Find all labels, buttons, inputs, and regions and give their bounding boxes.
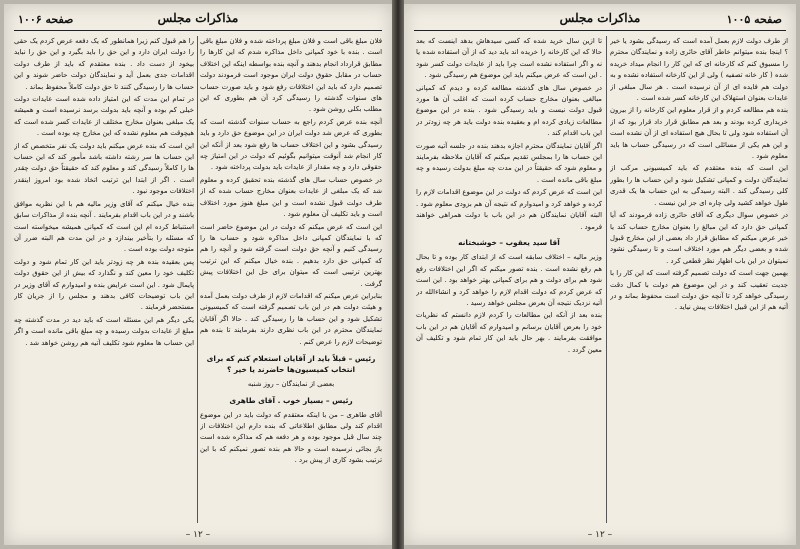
paragraph: در تمام این مدت که این امتیاز داده شده است عایدات دولت خیلی کم بوده و آنچه باید بدولت برسد نرسیده است و همیشه یک مبلغی بعنوان مخارج مختلف از عایدات کسر شده است که هیچوقت هم معلوم نشده که این مخارج چه بوده است . [14,95,194,138]
paragraph: بنابراین عرض میکنم که اقدامات لازم از طرف دولت بعمل آمده و هیئت دولت هم در این باب تصمیم گرفته است که کمیسیونی تشکیل شود و این حساب ها را رسیدگی کند . حالا اگر آقایان نمایندگان محترم در این باب نظری دارند بفرمایند تا بنده هم توضیحات لازم را عرض کنم . [200,291,382,346]
right-page-column-right [610,36,788,523]
response-line: بعضی از نمایندگان – روز شنبه [247,379,335,388]
paragraph: در خصوص سوال دیگری که آقای حائری زاده فرمودند که آیا کمپانی حق دارد که این مبالغ را بعنوان مخارج حساب کند یا خیر عرض میکنم که مطابق قرار داد بعضی از این مخارج قبول شده و بعضی دیگر هم مورد اختلاف است و تا رسیدگی نشود نمیتوان در این باب اظهار نظر قطعی کرد . [610,211,788,265]
section-heading: آقا سید یعقوب – خوشبختانه [458,237,560,247]
paragraph: را هم قبول کنم زیرا همانطور که یک دفعه عرض کردم یک حقی را دولت ایران دارد و این حق را باید بگیرد و این حق را نباید بیخود از دست داد . بنده معتقدم که باید از طرف دولت اقدامات جدی بعمل آید و نمایندگان دولت حاضر شوند و این حساب ها را رسیدگی کنند تا حق دولت کاملاً محفوظ بماند . [14,37,194,91]
paragraph: این است که عرض کردم که دولت در این موضوع اقدامات لازم را کرده و خواهد کرد و امیدوارم که نتیجه آن هم بزودی معلوم شود . البته آقایان نمایندگان هم در این باب با دولت همراهی خواهند فرمود . [416,188,602,231]
column-divider [197,36,198,523]
paragraph: بنده هم مطالعه کردم و از قرار معلوم این کارخانه را از بیرون خریداری کرده بودند و بعد هم مطابق قرار داد قرار بود که از آن استفاده شود ولی تا بحال هیچ استفاده ای از آن نشده است و این هم یکی از مسائلی است که در رسیدگی حساب ها باید معلوم شود . [610,106,788,161]
paragraph: در خصوص حساب سال های گذشته بنده تحقیق کرده و معلوم شد که یک مبلغی از عایدات بعنوان مخارج حساب شده که از طرف دولت قبول نشده است و این مبلغ هنوز مورد اختلاف است و باید تکلیف آن معلوم شود . [200,175,382,219]
paragraph: آقای طاهری – من با اینکه معتقدم که دولت باید در این موضوع اقدام کند ولی مطابق اطلاعاتی که بنده دارم این اختلافات از چند سال قبل موجود بوده و هر دفعه هم که مذاکره شده است باز بجائی نرسیده است و حالا هم بنده تصور نمیکنم که با این ترتیب بشود کاری از پیش برد . [200,410,382,465]
paragraph: فلان مبلغ باقی است و فلان مبلغ پرداخته شده و فلان مبلغ باقی است . بنده با خود کمپانی داخل مذاکره شدم که این کارها را مطابق قرارداد انجام بدهند و آنچه بنده بواسطه اینکه این اختلاف حساب در مقابل حقوق دولت ایران موجود است فرمودند دولت تصمیم دارد که باید این اختلافات رفع شود و باید صورت حساب های سنوات گذشته را رسیدگی کرد آن هم بطوری که این مطلب بکلی روشن شود . [200,37,382,114]
paragraph: بنده خیال میکنم که آقای وزیر مالیه هم با این نظریه موافق باشند و در این باب اقدام بفرمایند . آنچه بنده از مذاکرات سابق استنباط کرده ام این است که کمپانی همیشه میخواسته است که مسئله را بتأخیر بیندازد و در این مدت هم البته ضرر آن متوجه دولت بوده است . [14,199,194,254]
left-page-header [14,12,382,31]
speaker-line: رئیس – قبلاً باید از آقایان استعلام کنم که برای انتخاب کمیسیون‌ها حاضرند یا خیر ؟ [206,353,376,375]
right-page [404,4,796,545]
right-page-running-title: مذاکرات مجلس [559,11,641,25]
paragraph: این است که بنده عرض میکنم باید دولت یک نفر متخصص که از این حساب ها سر رشته داشته باشد مأمور کند که این حساب ها را کاملاً رسیدگی کند و معلوم کند که حقیقتاً حق دولت چقدر است . اگر از ابتدا این ترتیب اتخاذ شده بود امروز اینقدر اختلافات موجود نبود . [14,141,194,196]
column-divider [606,36,607,523]
book-gutter [392,0,404,549]
paragraph: پس بعقیده بنده هر چه زودتر باید این کار تمام شود و دولت تکلیف خود را معین کند و نگذارد که بیش از این حقوق دولت پایمال شود . این است عرایض بنده و امیدوارم که آقای وزیر در این باب توضیحات کافی بدهند و مجلس را از جریان کار مستحضر فرمایند . [14,257,194,312]
paragraph: اگر آقایان نمایندگان محترم اجازه بدهند بنده در جلسه آتیه صورت این حساب ها را بمجلس تقدیم میکنم که آقایان ملاحظه بفرمایند و معلوم شود که حقیقتاً در این مدت چه مبلغ بدولت رسیده و چه مبلغ باقی مانده است . [416,141,602,184]
left-page-number: صفحه ۱۰۰۶ [18,13,74,26]
paragraph: بهمین جهت است که دولت تصمیم گرفته است که این کار را با جدیت تعقیب کند و در این موضوع هم دولت با کمال دقت رسیدگی خواهد کرد تا آنچه حق دولت است محفوظ بماند و در آتیه هم از این قبیل اختلافات پیش نیاید . [610,269,788,312]
paragraph: تا ازین سال خرید شده که کسی سیدهاش بدهد اینست که بعد حالا که این کارخانه را خریده اند باید دید که از آن استفاده شده یا نه و اگر استفاده نشده است چرا باید از عایدات دولت کسر شود . این است که عرض میکنم باید این موضوع هم رسیدگی شود . [416,37,602,80]
right-page-header [414,12,786,31]
paragraph: این است که بنده معتقدم که باید کمیسیونی مرکب از نمایندگان دولت و کمپانی تشکیل شود و این حساب ها را بطور کلی رسیدگی کند . البته رسیدگی به این حساب ها یک قدری طول خواهد کشید ولی چاره ای جز این نیست . [610,164,788,207]
right-page-column-left [416,36,602,523]
left-page-column-right [200,36,382,523]
right-page-number: صفحه ۱۰۰۵ [726,13,782,26]
paragraph: وزیر مالیه – اختلاف سابقه است که از ابتدای کار بوده و تا بحال هم رفع نشده است . بنده تصور میکنم که اگر این اختلافات رفع شود هم برای دولت و هم برای کمپانی بهتر خواهد بود . این است که عرض کردم که دولت اقدام لازم را خواهد کرد و انشاءالله در آتیه نزدیک نتیجه آن بعرض مجلس خواهد رسید . [416,253,602,307]
left-page [4,4,392,545]
speaker-line: رئیس – بسیار خوب . آقای طاهری [229,396,353,406]
paragraph: یکی دیگر هم این مسئله است که باید دید در مدت گذشته چه مبلغ از عایدات بدولت رسیده و چه مبلغ باقی مانده است و اگر این حساب ها معلوم شود تکلیف آتیه هم روشن خواهد شد . [14,315,194,347]
paragraph: در خصوص سال های گذشته مطالعه کرده و دیدم که کمپانی مبالغی بعنوان مخارج حساب کرده است که اغلب آن ها مورد قبول دولت نیست و باید رسیدگی شود . بنده در این موضوع مطالعات زیادی کرده ام و بعقیده بنده دولت باید هر چه زودتر در این باب اقدام کند . [416,83,602,138]
paragraph: این است که عرض میکنم که دولت در این موضوع حاضر است که با نمایندگان کمپانی داخل مذاکره شود و حساب ها را رسیدگی کنیم و آنچه حق دولت است گرفته شود و آنچه را هم که کمپانی حق دارد بدهیم . بنده خیال میکنم که این ترتیب بهترین ترتیبی است که میتوان برای حل این اختلافات پیش گرفت . [200,222,382,288]
right-page-footer: – ۱۲ – [587,530,613,540]
left-page-running-title: مذاکرات مجلس [157,11,239,25]
paragraph: بنده بعد از آنکه این مطالعات را کردم لازم دانستم که نظریات خود را بعرض آقایان برسانم و امیدوارم که آقایان هم در این باب موافقت بفرمایند . بهر حال باید این کار تمام شود و تکلیف آن معین گردد . [416,311,602,354]
paragraph: آنچه بنده عرض کردم راجع به حساب سنوات گذشته است که بطوری که عرض شد دولت ایران در این موضوع حق دارد و باید رسیدگی بشود و این اختلاف حساب ها رفع شود بعد از آنکه این کار انجام شد آنوقت میتوانیم بگوئیم که دولت در این امتیاز چه حقوقی دارد و چه مقدار از عایدات باید بدولت پرداخته شود . [200,117,382,172]
left-page-column-left [14,36,194,523]
paragraph: از طرف دولت لازم بعمل آمده است که رسیدگی بشود یا خیر ؟ اینجا بنده میتوانم خاطر آقای حائری زاده و نمایندگان محترم را مسبوق کنم که کارخانه ای که این کار را انجام میداد خریده شده ( کار خانه تصفیه ) ولی از این کارخانه استفاده نشده و به دولت هم فایده ای از آن نرسیده است . هر سال مبلغی از عایدات بعنوان استهلاک این کارخانه کسر شده است . [610,37,788,103]
left-page-footer: – ۱۲ – [185,530,211,540]
